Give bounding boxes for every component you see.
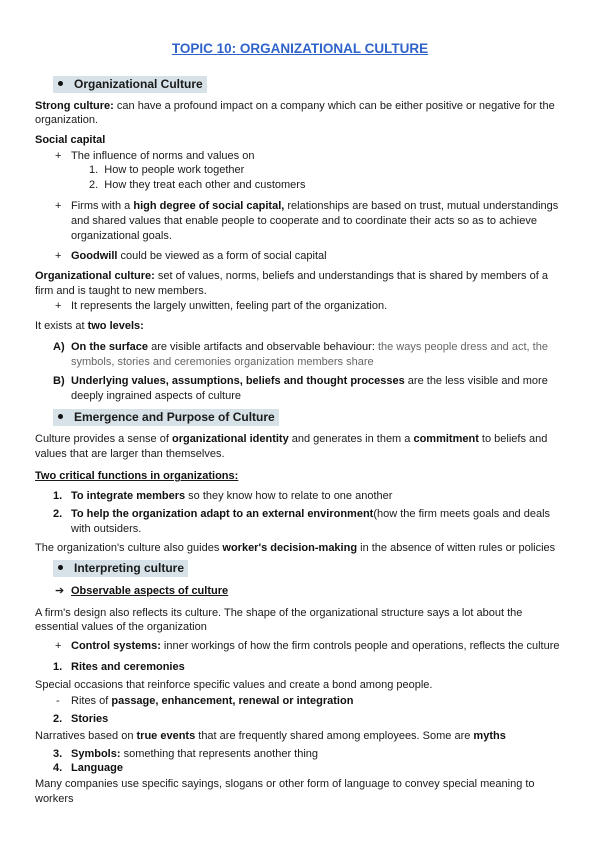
paragraph <box>35 541 555 555</box>
list-item <box>71 761 123 775</box>
subheading <box>35 133 105 147</box>
text: and generates in them a <box>288 433 414 445</box>
term: Social capital <box>35 134 106 146</box>
list-item <box>71 199 558 213</box>
text: How to people work together <box>104 164 245 176</box>
list-item: It represents the largely unwitten, feeling part of the organization. <box>71 300 388 312</box>
list-item <box>71 340 548 354</box>
list-item <box>71 249 327 263</box>
term: Control systems: <box>71 640 161 652</box>
plus-marker: + <box>55 250 62 262</box>
term: organizational identity <box>171 433 289 445</box>
list-item <box>71 639 560 653</box>
text: to beliefs and <box>478 433 548 445</box>
term: Goodwill <box>71 250 118 262</box>
list-item <box>71 747 318 761</box>
term: passage, enhancement, renewal or integration <box>111 695 354 707</box>
text: so they know how to relate to one another <box>185 490 393 502</box>
list-item <box>71 660 185 674</box>
term: Organizational culture: <box>35 270 155 282</box>
text: can have a profound impact on a company which can be either positive or negative for the <box>113 100 555 112</box>
list-marker <box>53 374 65 388</box>
list-item <box>71 712 108 726</box>
marker: A) <box>53 341 65 353</box>
plus-marker: + <box>55 200 62 212</box>
list-marker <box>53 660 62 674</box>
term: To integrate members <box>71 490 186 502</box>
text: It exists at <box>35 320 88 332</box>
list-marker <box>53 761 62 775</box>
term: Symbols: <box>71 748 121 760</box>
arrow-icon: ➔ <box>55 585 65 597</box>
text: are visible artifacts and observable behaviour: <box>148 341 378 353</box>
text: inner workings of how the firm controls people and operations, reflects the culture <box>160 640 560 652</box>
marker: 2. <box>53 713 63 725</box>
text: values that are larger than themselves. <box>35 448 225 460</box>
text: Special occasions that reinforce specific values and create a bond among people. <box>35 679 433 691</box>
text: symbols, stories and ceremonies organization members share <box>71 356 374 368</box>
bullet-icon <box>58 81 63 86</box>
dash-marker: - <box>56 695 60 707</box>
page-title <box>0 42 600 56</box>
section-heading <box>53 560 188 577</box>
list-marker <box>53 747 62 761</box>
paragraph <box>35 729 506 743</box>
text: something that represents another thing <box>120 748 319 760</box>
text: Culture provides a sense of <box>35 433 172 445</box>
list-marker <box>53 340 65 354</box>
term: On the surface <box>71 341 149 353</box>
term: Rites and ceremonies <box>71 661 185 673</box>
term: Observable aspects of culture <box>71 585 229 597</box>
bullet-icon <box>58 414 63 419</box>
text: firm and is taught to new members. <box>35 285 207 297</box>
text: organizational goals. <box>71 230 172 242</box>
list-item <box>71 507 550 521</box>
list-marker <box>53 507 62 521</box>
heading-text: Interpreting culture <box>74 561 185 575</box>
heading-text: Organizational Culture <box>74 77 203 91</box>
term: Underlying values, assumptions, beliefs and thought processes <box>71 375 405 387</box>
term: Strong culture: <box>35 100 114 112</box>
text: essential values of the organization <box>35 621 207 633</box>
bullet-icon <box>58 565 63 570</box>
subheading <box>35 469 238 483</box>
list-item <box>71 694 353 708</box>
term: two levels: <box>87 320 144 332</box>
text: the ways people dress and act, the <box>377 341 548 353</box>
text: Narratives based on <box>35 730 137 742</box>
list-item <box>71 374 548 388</box>
marker: B) <box>53 375 65 387</box>
text: A firm's design also reflects its culture. The shape of the organizational structure says a lot about the <box>35 607 523 619</box>
text: deeply ingrained aspects of culture <box>71 390 241 402</box>
paragraph <box>35 269 548 283</box>
section-heading <box>53 409 279 426</box>
text: How they treat each other and customers <box>104 179 306 191</box>
list-marker <box>53 489 62 503</box>
text: and shared values that enable people to cooperate and to coordinate their acts so as to achieve <box>71 215 537 227</box>
text: organization. <box>35 114 98 126</box>
text: (how the firm meets goals and deals <box>373 508 551 520</box>
list-marker <box>53 712 62 726</box>
text: could be viewed as a form of social capital <box>117 250 327 262</box>
text: relationships are based on trust, mutual understandings <box>284 200 559 212</box>
marker: 1. <box>53 661 63 673</box>
marker: 4. <box>53 762 63 774</box>
text: are the less visible and more <box>404 375 548 387</box>
text: that are frequently shared among employees. Some are <box>195 730 474 742</box>
title-text: TOPIC 10: ORGANIZATIONAL CULTURE <box>171 41 429 56</box>
term: true events <box>136 730 196 742</box>
text: in the absence of witten rules or policies <box>357 542 556 554</box>
term: To help the organization adapt to an external environment <box>71 508 374 520</box>
paragraph <box>35 432 547 446</box>
term: commitment <box>413 433 479 445</box>
text: with outsiders. <box>71 523 142 535</box>
text: Rites of <box>71 695 112 707</box>
term: high degree of social capital, <box>133 200 285 212</box>
term: Stories <box>71 713 109 725</box>
plus-marker: + <box>55 640 62 652</box>
term: Language <box>71 762 123 774</box>
subheading <box>71 584 228 598</box>
marker: 2. <box>53 508 63 520</box>
list-item: The influence of norms and values on <box>71 150 255 162</box>
text: set of values, norms, beliefs and understandings that is shared by members of a <box>154 270 548 282</box>
paragraph <box>35 99 555 113</box>
list-item: 2. How they treat each other and customers <box>89 179 306 191</box>
term: Two critical functions in organizations: <box>35 470 239 482</box>
term: myths <box>473 730 506 742</box>
plus-marker: + <box>55 150 62 162</box>
marker: 3. <box>53 748 63 760</box>
heading-text: Emergence and Purpose of Culture <box>74 410 275 424</box>
text: Many companies use specific sayings, slogans or other form of language to convey special meaning to <box>35 778 535 790</box>
text: The organization's culture also guides <box>35 542 223 554</box>
marker: 1. <box>53 490 63 502</box>
term: worker's decision-making <box>222 542 358 554</box>
list-item: 1. How to people work together <box>89 164 245 176</box>
section-heading <box>53 76 207 93</box>
paragraph <box>35 319 144 333</box>
text: Firms with a <box>71 200 134 212</box>
plus-marker: + <box>55 300 62 312</box>
list-item <box>71 489 392 503</box>
text: workers <box>35 793 74 805</box>
